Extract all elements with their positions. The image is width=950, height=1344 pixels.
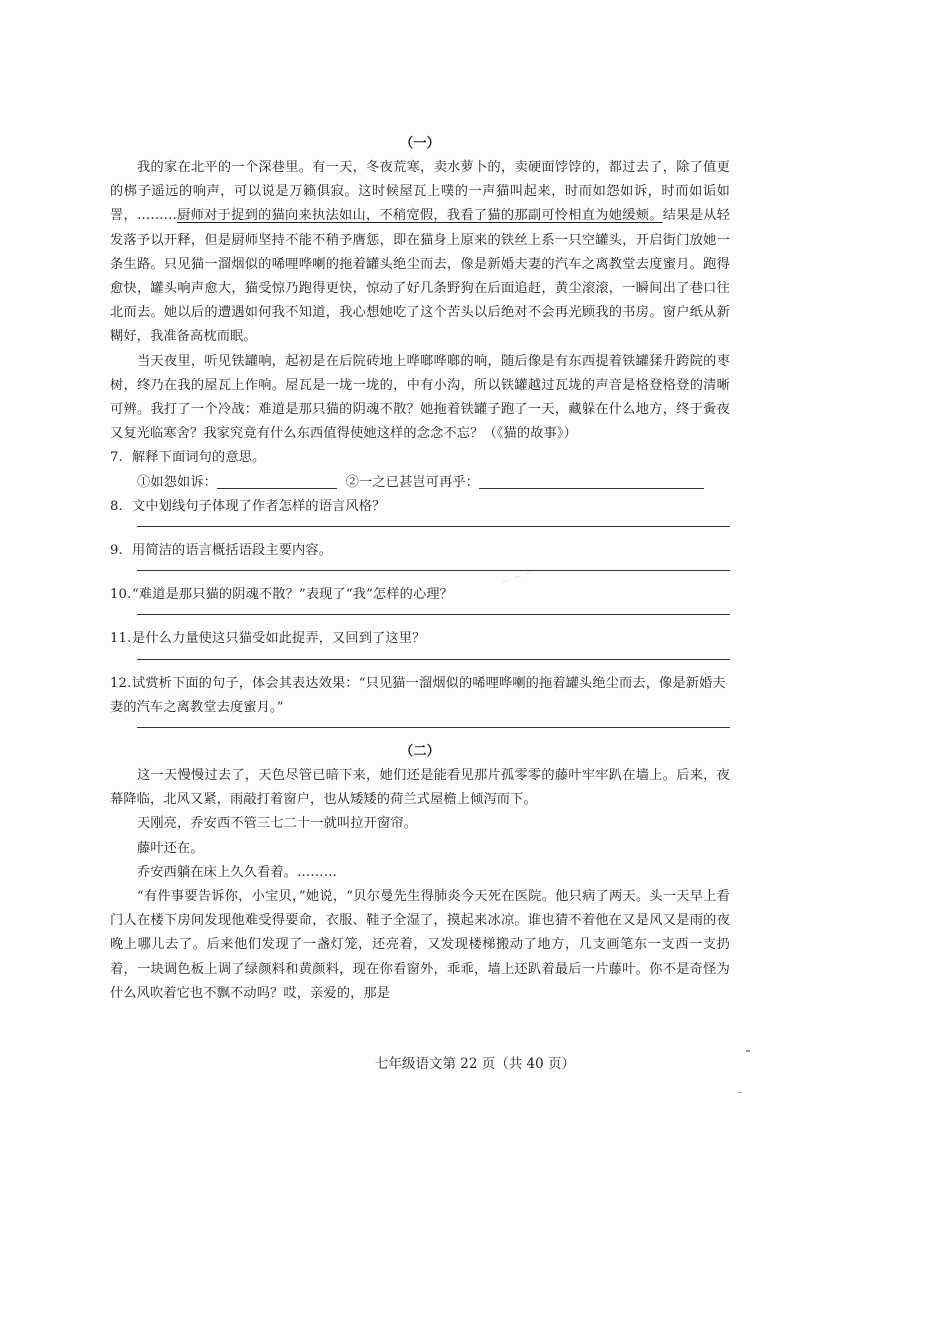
question-8: [110, 495, 730, 519]
page-footer: 七年级语文第 22 页（共 40 页）: [374, 1056, 576, 1072]
passage-paragraph: [110, 156, 730, 350]
question-7-subitems: [110, 471, 730, 495]
passage-paragraph: 乔安西躺在床上久久看着。………: [137, 864, 338, 880]
scan-speck: [738, 1092, 741, 1093]
passage-paragraph: “有件事要告诉你，小宝贝，”她说，“贝尔曼先生得肺炎今天死在医院。他只病了两天。头一天早上看门人在楼下房间发现他难受得要命，衣服、鞋子全湿了，摸起来冰凉。谁也猜不着他在又是风又是雨的夜晚上哪儿去了。后来他们发现了一盏灯笼，还亮着，又发现楼梯搬动了地方，几支画笔东一支西一支扔着，一块调色板上调了绿颜料和黄颜料，现在你看窗外，乖乖，墙上还趴着最后一片藤叶。你不是奇怪为什么风吹着它也不飘不动吗？哎，亲爱的，那是: [110, 889, 730, 1001]
passage-paragraph: 藤叶还在。: [137, 840, 204, 856]
passage-paragraph: 天刚亮，乔安西不管三七二十一就叫拉开窗帘。: [137, 816, 418, 832]
question-number: 9.: [110, 543, 123, 559]
answer-line[interactable]: [137, 569, 730, 571]
answer-line[interactable]: [137, 613, 730, 615]
question-number: 10.: [110, 587, 132, 603]
subitem-label: ①如怨如诉：: [137, 474, 218, 490]
answer-line[interactable]: [137, 525, 730, 527]
question-10: [110, 583, 730, 607]
question-text: 试赏析下面的句子，体会其表达效果：“只见猫一溜烟似的唏哩哗喇的拖着罐头绝尘而去，像是新婚夫妻的汽车之离教堂去度蜜月。”: [110, 675, 726, 715]
question-text: “难道是那只猫的阴魂不散？”表现了“我”怎样的心理？: [132, 587, 453, 603]
answer-line[interactable]: [137, 726, 730, 728]
answer-blank[interactable]: [479, 474, 704, 489]
section-title: （一）: [399, 136, 440, 151]
section-title: （二）: [399, 744, 440, 760]
subitem-label: ②一之已甚岂可再乎：: [345, 474, 480, 490]
question-text: 是什么力量使这只猫受如此捉弄，又回到了这里？: [132, 631, 426, 647]
question-number: 11.: [110, 631, 132, 647]
passage-text: 结果是从轻发落予以开释，但是厨师坚持不能不稍予膺惩，即在猫身上原来的铁丝上系一只空罐头，开启街门放她一条生路。只见猫一溜烟似的唏哩哗喇的拖着罐头绝尘而去，像是新婚夫妻的汽车之离教堂去度蜜月。跑得愈快，罐头响声愈大，猫受惊乃跑得更快，惊动了好几条野狗在后面追赶，黄尘滚滚，一瞬间出了巷口往北而去。她以后的遭遇如何我不知道，我心想她吃了这个苦头以后绝对不会再光顾我的书房。窗户纸从新糊好，我准备高枕而眠。: [110, 208, 731, 345]
question-11: [110, 627, 730, 651]
question-7: [110, 446, 730, 470]
question-text: 文中划线句子体现了作者怎样的语言风格？: [132, 498, 386, 514]
exam-page: [110, 132, 730, 1006]
question-text: 解释下面词句的意思。: [132, 450, 266, 466]
passage-paragraph: 当天夜里，听见铁罐响，起初是在后院砖地上哗啷哗啷的响，随后像是有东西提着铁罐猱升跨院的枣树，终乃在我的屋瓦上作响。屋瓦是一垅一垅的，中有小沟，所以铁罐越过瓦垅的声音是格登格登的清晰可辨。我打了一个冷战：难道是那只猫的阴魂不散？她拖着铁罐子跑了一天，藏躲在什么地方，终于夤夜又复光临寒舍？我家究竟有什么东西值得使她这样的念念不忘？（《猫的故事》）: [110, 353, 730, 442]
answer-blank[interactable]: [217, 474, 337, 489]
passage-paragraph: 这一天慢慢过去了，天色尽管已暗下来，她们还是能看见那片孤零零的藤叶牢牢趴在墙上。后来，夜幕降临，北风又紧，雨敲打着窗户，也从矮矮的荷兰式屋檐上倾泻而下。: [110, 768, 730, 808]
passage-text: 我的家在北平的一个深巷里。有一天，冬夜荒寒，卖水萝卜的，卖硬面饽饽的，都过去了，除了值更的梆子遥远的响声，可以说是万籁俱寂。这时候屋瓦上噗的一声猫叫起来，时而如怨如诉，时而如诟如詈，………: [110, 160, 730, 224]
question-text: 用简洁的语言概括语段主要内容。: [132, 543, 333, 559]
question-9: [110, 539, 730, 563]
question-number: 12.: [110, 675, 132, 691]
watermark-mark: ~ ~ ~: [498, 564, 536, 589]
question-number: 7.: [110, 450, 123, 466]
question-12: [110, 672, 730, 720]
underlined-sentence: 厨师对于捉到的猫向来执法如山，不稍宽假，我看了猫的那副可怜相直为她缓颊。: [177, 208, 663, 224]
question-number: 8.: [110, 498, 123, 514]
answer-line[interactable]: [137, 658, 730, 660]
